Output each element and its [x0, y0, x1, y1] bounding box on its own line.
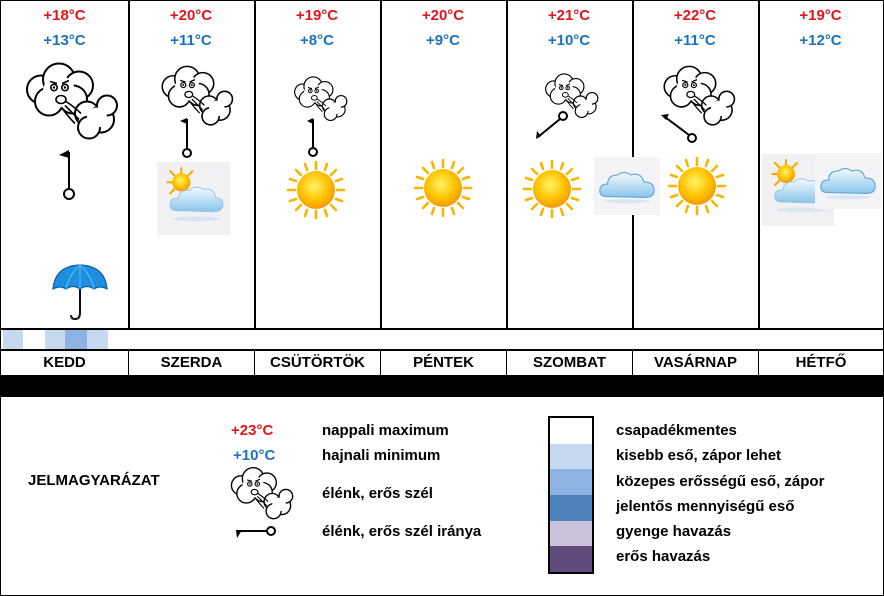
day-name: SZERDA	[129, 351, 255, 375]
max-temp: +20°C	[421, 7, 465, 24]
sun-icon	[286, 160, 346, 220]
wind-direction-icon	[303, 115, 323, 159]
max-temp: +18°C	[43, 7, 86, 24]
day-column-szerda	[128, 1, 256, 328]
day-column-vasarnap	[632, 1, 760, 328]
min-temp: +11°C	[674, 32, 716, 49]
cloud-icon	[815, 153, 881, 209]
legend-max-label: nappali maximum	[322, 422, 449, 439]
day-column-hetfo	[758, 1, 884, 328]
scale-swatch-heavy-rain	[550, 495, 592, 521]
strong-wind-icon	[226, 466, 294, 521]
min-temp: +13°C	[43, 32, 86, 49]
max-temp: +19°C	[295, 7, 339, 24]
day-name: HÉTFŐ	[759, 351, 884, 375]
legend-wind-label: élénk, erős szél	[322, 485, 433, 502]
day-column-pentek	[380, 1, 508, 328]
legend-wind-direction-label: élénk, erős szél iránya	[322, 523, 482, 540]
sun-icon	[413, 158, 473, 218]
partly-cloudy-icon	[157, 162, 230, 235]
wind-direction-icon	[56, 146, 86, 202]
sun-icon	[667, 156, 727, 216]
strong-wind-icon	[19, 59, 119, 144]
legend-title: JELMAGYARÁZAT	[28, 472, 160, 489]
max-temp: +19°C	[799, 7, 842, 24]
day-name: VASÁRNAP	[633, 351, 759, 375]
scale-swatch-none	[550, 418, 592, 444]
scale-swatch-heavy-snow	[550, 546, 592, 572]
wind-direction-icon	[233, 521, 279, 541]
wind-direction-icon	[532, 107, 570, 143]
umbrella-icon	[49, 263, 111, 323]
day-name: PÉNTEK	[381, 351, 507, 375]
day-column-kedd	[1, 1, 130, 328]
scale-label: közepes erősségű eső, zápor	[616, 473, 825, 490]
max-temp: +21°C	[547, 7, 591, 24]
precipitation-color-scale	[548, 416, 594, 574]
min-temp: +11°C	[170, 32, 212, 49]
scale-label: jelentős mennyiségű eső	[616, 498, 795, 515]
precip-bar-light-rain	[87, 330, 108, 349]
max-temp: +20°C	[169, 7, 213, 24]
scale-swatch-light-snow	[550, 521, 592, 547]
day-column-csutortok	[254, 1, 382, 328]
separator-bar	[1, 375, 884, 397]
divider	[1, 328, 884, 330]
scale-swatch-moderate-rain	[550, 469, 592, 495]
scale-label: gyenge havazás	[616, 523, 732, 540]
day-name: SZOMBAT	[507, 351, 633, 375]
day-name: CSÜTÖRTÖK	[255, 351, 381, 375]
min-temp: +8°C	[300, 32, 334, 49]
legend-max-sample: +23°C	[231, 422, 274, 439]
precip-bar-light-rain	[45, 330, 65, 349]
scale-swatch-light-rain	[550, 444, 592, 470]
min-temp: +10°C	[547, 32, 591, 49]
wind-direction-icon	[176, 115, 198, 161]
min-temp: +9°C	[426, 32, 460, 49]
sun-icon	[522, 159, 582, 219]
scale-label: csapadékmentes	[616, 422, 737, 439]
max-temp: +22°C	[673, 7, 717, 24]
legend-min-sample: +10°C	[233, 447, 276, 464]
wind-direction-icon	[659, 109, 699, 145]
precip-bar-light-rain	[3, 330, 23, 349]
day-column-szombat	[506, 1, 634, 328]
min-temp: +12°C	[799, 32, 842, 49]
scale-label: erős havazás	[616, 548, 711, 565]
legend-min-label: hajnali minimum	[322, 447, 441, 464]
scale-label: kisebb eső, zápor lehet	[616, 447, 782, 464]
precip-bar-moderate-rain	[65, 330, 87, 349]
day-name: KEDD	[1, 351, 129, 375]
